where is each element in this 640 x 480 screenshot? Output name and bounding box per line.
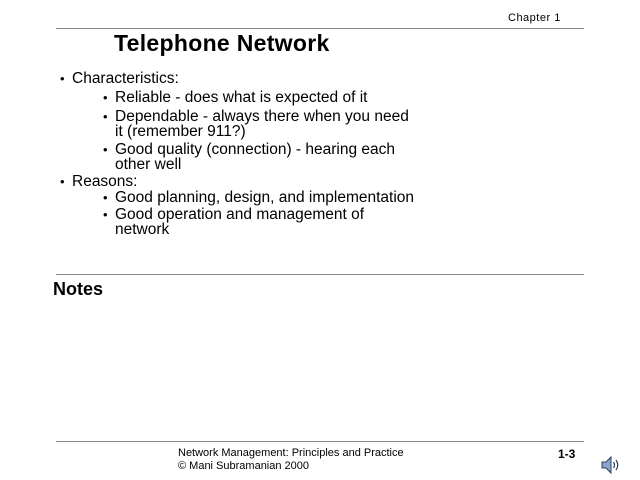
bullet-text: it (remember 911?) [115, 123, 246, 140]
speaker-icon[interactable] [600, 455, 622, 475]
bullet-dot: • [103, 190, 108, 205]
notes-rule [56, 274, 584, 275]
speaker-icon-graphic [600, 455, 622, 475]
bullet-dot: • [60, 174, 65, 189]
bullet-text: Good operation and management of [115, 206, 365, 223]
bullet-text: other well [115, 156, 182, 173]
footer-copyright: © Mani Subramanian 2000 [178, 460, 310, 472]
bullet-text: network [115, 221, 170, 238]
bullet-text: Good quality (connection) - hearing each [115, 141, 396, 158]
bullet-text: Reliable - does what is expected of it [115, 89, 368, 106]
header-rule [56, 28, 584, 29]
footer-rule [56, 441, 584, 442]
bullet-text: Characteristics: [72, 70, 179, 87]
bullet-text: Good planning, design, and implementation [115, 189, 415, 206]
bullet-dot: • [60, 71, 65, 86]
chapter-label: Chapter 1 [508, 12, 561, 24]
notes-heading: Notes [53, 279, 104, 299]
bullet-dot: • [103, 207, 108, 222]
page-number: 1-3 [558, 447, 576, 461]
footer-book-title: Network Management: Principles and Practice [178, 447, 404, 459]
slide-title: Telephone Network [114, 30, 330, 56]
bullet-text: Reasons: [72, 173, 138, 190]
bullet-dot: • [103, 109, 108, 124]
bullet-text: Dependable - always there when you need [115, 108, 409, 125]
bullet-dot: • [103, 90, 108, 105]
bullet-dot: • [103, 142, 108, 157]
